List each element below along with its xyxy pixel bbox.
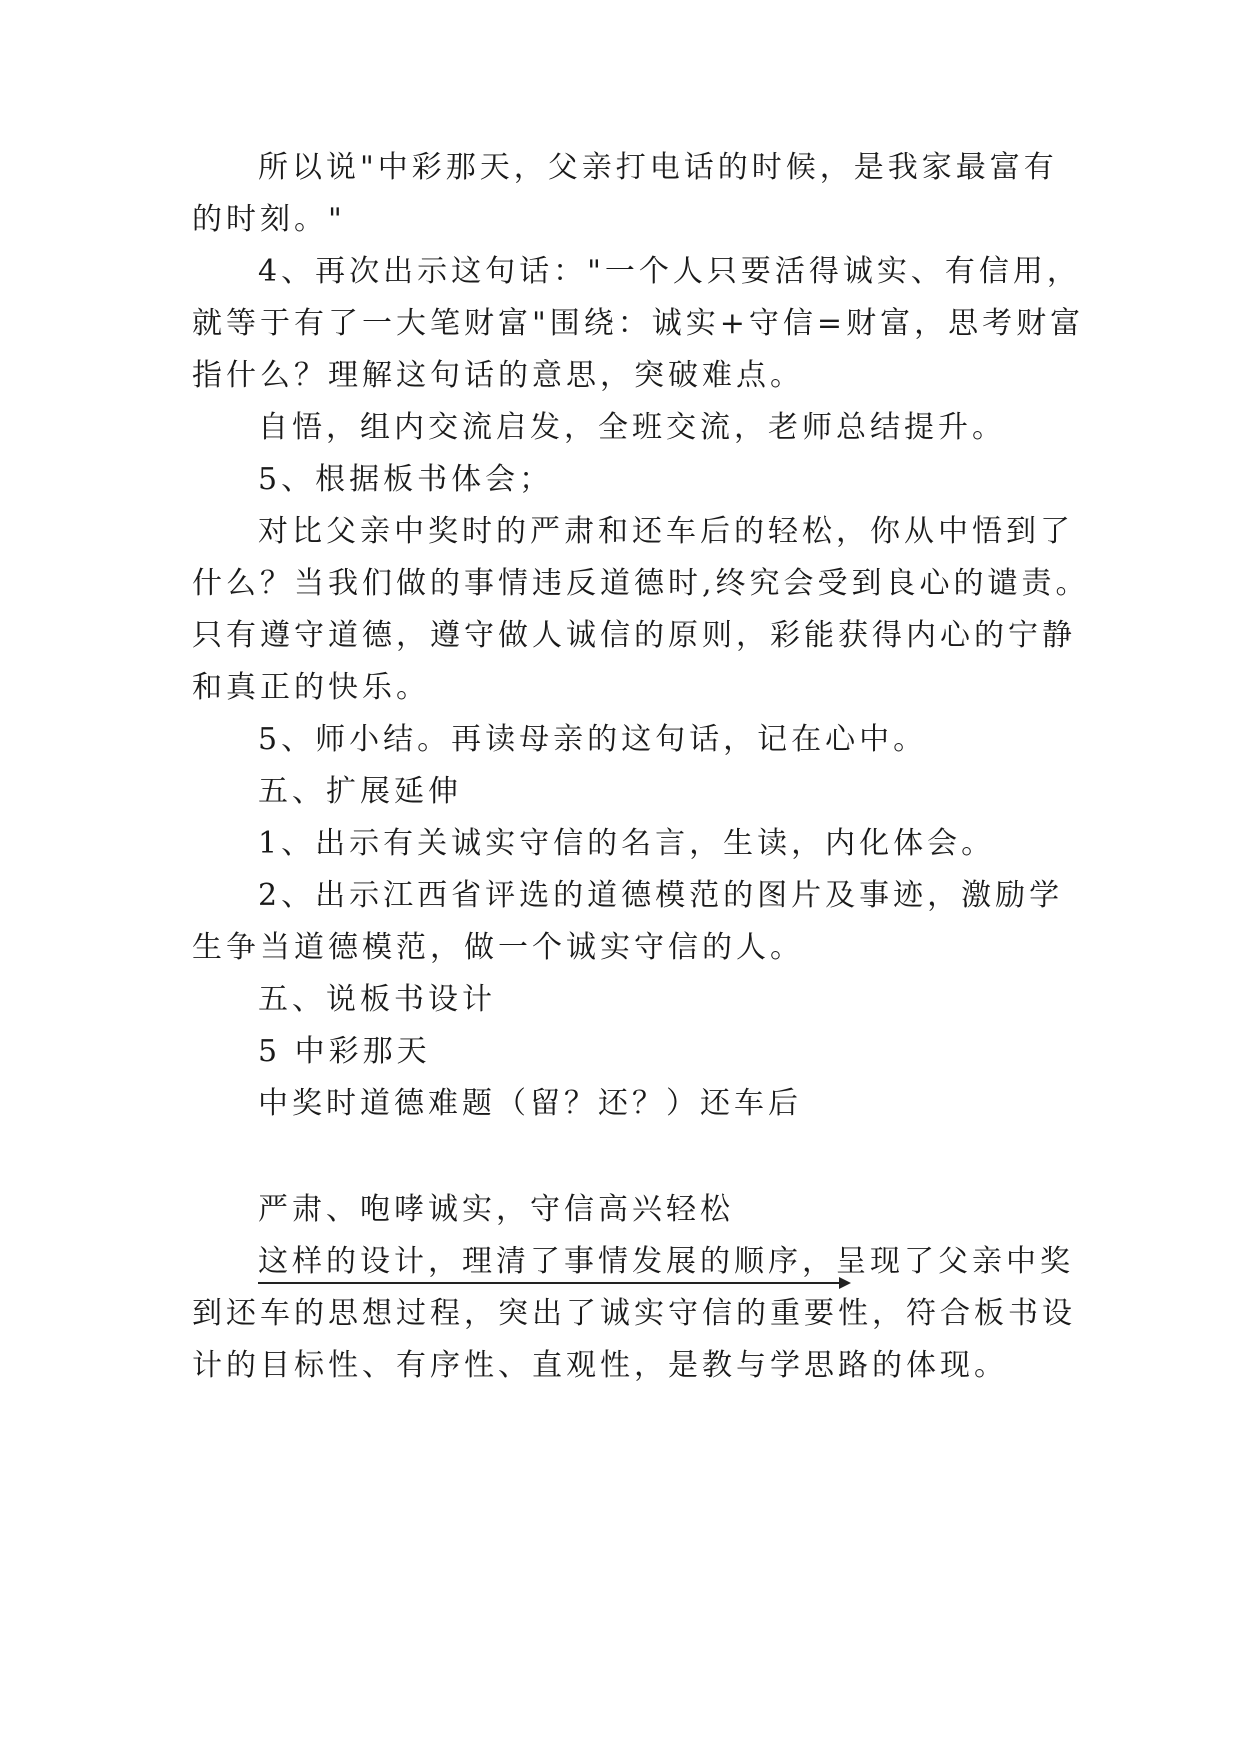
paragraph-line: 计的目标性、有序性、直观性，是教与学思路的体现。	[192, 1348, 1008, 1383]
section-heading: 五、扩展延伸	[258, 774, 462, 809]
paragraph-line: 自悟，组内交流启发，全班交流，老师总结提升。	[258, 410, 1006, 445]
paragraph-line: 2、出示江西省评选的道德模范的图片及事迹，激励学	[258, 878, 1064, 913]
paragraph-line: 5、根据板书体会；	[258, 462, 554, 497]
board-line: 严肃、咆哮诚实，守信高兴轻松	[258, 1192, 734, 1227]
paragraph-line: 的时刻。"	[192, 202, 346, 237]
paragraph-line: 1、出示有关诚实守信的名言，生读，内化体会。	[258, 826, 996, 861]
paragraph-line: 所以说"中彩那天，父亲打电话的时候，是我家最富有	[258, 150, 1058, 185]
paragraph-line: 到还车的思想过程，突出了诚实守信的重要性，符合板书设	[192, 1296, 1076, 1331]
paragraph-line: 什么？当我们做的事情违反道德时,终究会受到良心的谴责。	[192, 566, 1090, 601]
paragraph-line: 对比父亲中奖时的严肃和还车后的轻松，你从中悟到了	[258, 514, 1074, 549]
paragraph-line: 指什么？理解这句话的意思，突破难点。	[192, 358, 804, 393]
board-line: 中奖时道德难题（留？还？）还车后	[258, 1086, 802, 1121]
paragraph-line: 5、师小结。再读母亲的这句话，记在心中。	[258, 722, 928, 757]
board-arrow-line	[258, 1282, 843, 1284]
section-heading: 五、说板书设计	[258, 982, 496, 1017]
paragraph-line: 和真正的快乐。	[192, 670, 430, 705]
board-title: 5 中彩那天	[258, 1034, 431, 1069]
paragraph-line: 生争当道德模范，做一个诚实守信的人。	[192, 930, 804, 965]
paragraph-line: 就等于有了一大笔财富"围绕：诚实+守信=财富，思考财富	[192, 306, 1085, 341]
paragraph-line: 只有遵守道德，遵守做人诚信的原则，彩能获得内心的宁静	[192, 618, 1076, 653]
paragraph-line: 这样的设计，理清了事情发展的顺序，呈现了父亲中奖	[258, 1244, 1074, 1279]
paragraph-line: 4、再次出示这句话："一个人只要活得诚实、有信用，	[258, 254, 1081, 289]
